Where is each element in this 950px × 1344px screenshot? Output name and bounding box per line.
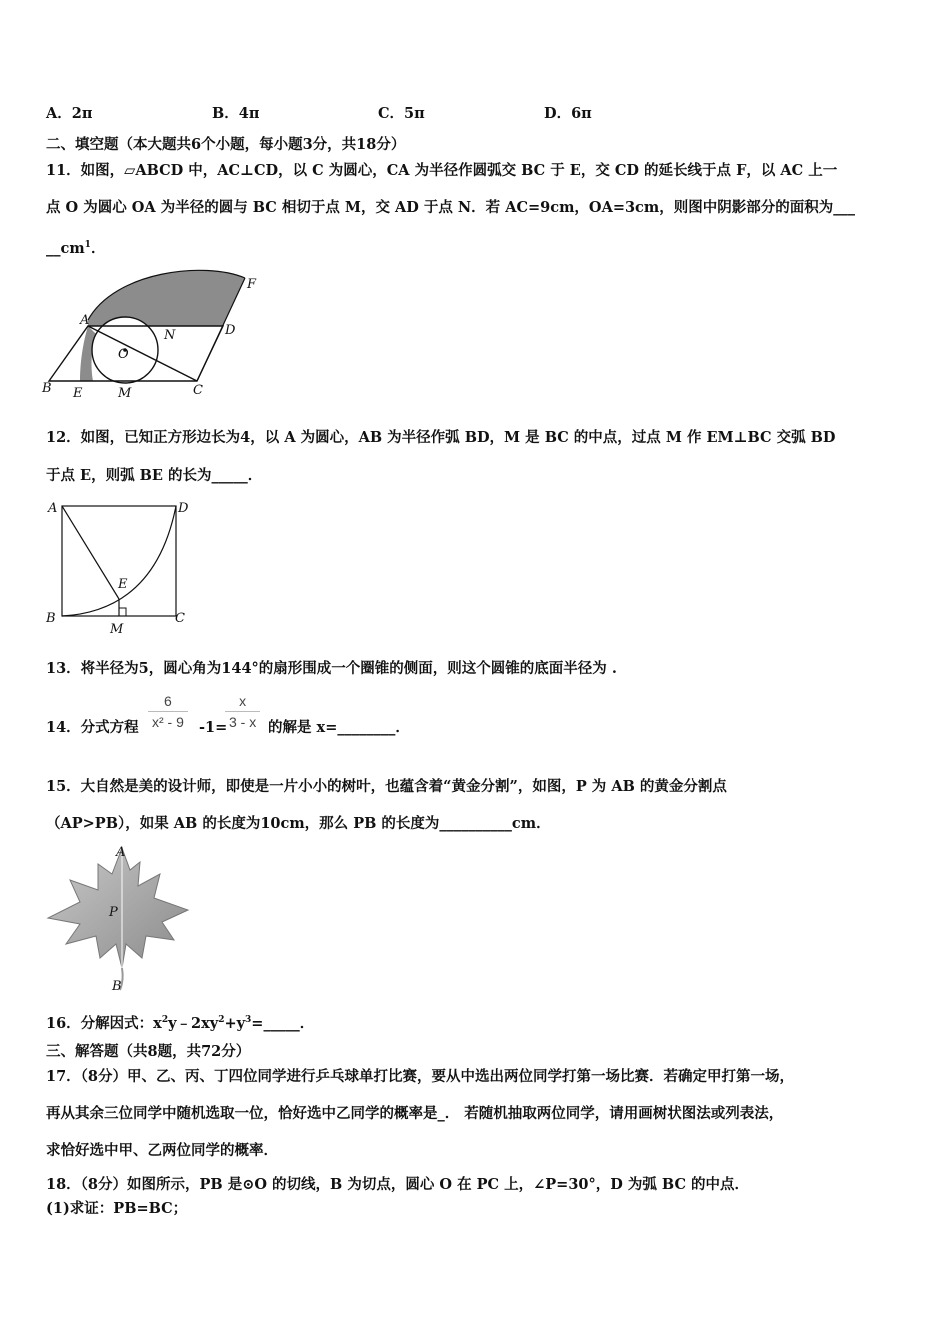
option-d: D．6π [544,105,592,122]
q11-label-m: M [118,386,132,401]
q16-text: 16．分解因式：$x^2y﹣2xy^2+y^3=\_\_\_\_\_$． [46,1014,315,1032]
q11-label-n: N [164,328,176,343]
q11-label-b: B [42,381,52,396]
q14-fraction-2: x 3 - x [225,693,260,730]
q17-line1: 17．（8分）甲、乙、丙、丁四位同学进行乒乓球单打比赛，要从中选出两位同学打第一场比赛．若确定甲打第一场， [46,1068,795,1085]
q12-label-b: B [46,611,56,626]
option-c: C．5π [378,105,425,122]
q12-label-m: M [110,622,124,636]
q15-line2: （AP>PB），如果 AB 的长度为10cm，那么 PB 的长度为__________cm． [46,815,551,832]
q17-line3: 求恰好选中甲、乙两位同学的概率． [46,1142,278,1159]
q14-suffix: 的解是 x=________． [268,719,410,736]
q11-label-f: F [247,277,257,292]
q11-line1: 11．如图，▱ABCD 中，AC⊥CD，以 C 为圆心，CA 为半径作圆弧交 BC 于 E，交 CD 的延长线于点 F，以 AC 上一 [46,162,838,179]
q15-leaf-shape [48,848,188,968]
q12-label-d: D [178,501,189,516]
q14-prefix: 14．分式方程 [46,719,139,736]
q11-figure [40,266,270,402]
q11-label-c: C [193,383,203,398]
section2-heading: 二、填空题（本大题共6个小题，每小题3分，共18分） [46,136,406,153]
q11-label-o: O [118,347,129,362]
q15-label-p: P [109,905,118,920]
q17-line2: 再从其余三位同学中随机选取一位，恰好选中乙同学的概率是_． 若随机抽取两位同学，请用画树状图法或列表法， [46,1105,784,1122]
q13-text: 13．将半径为5，圆心角为144°的扇形围成一个圈锥的侧面，则这个圆锥的底面半径为 . [46,660,617,677]
q14-mid: -1= [199,719,228,736]
q11-line3: $\_\_cm^1$． [46,239,106,257]
option-a: A．2π [46,105,93,122]
option-b: B．4π [212,105,260,122]
q12-right-angle [119,608,126,616]
q14-fraction-1: 6 x² - 9 [148,693,188,730]
q15-line1: 15．大自然是美的设计师，即使是一片小小的树叶，也蕴含着“黄金分割”，如图，P 为 AB 的黄金分割点 [46,778,727,795]
q12-figure [40,496,200,636]
q18-line2: (1)求证：PB=BC； [46,1200,188,1217]
q15-label-a: A [116,845,126,860]
q15-label-b: B [112,979,122,994]
section3-heading: 三、解答题（共8题，共72分） [46,1043,251,1060]
q11-label-a: A [80,313,90,328]
q11-shaded-sector [88,270,245,326]
q11-label-d: D [225,323,236,338]
q11-label-e: E [73,386,83,401]
q15-leaf-figure [42,840,202,1000]
q18-line1: 18．（8分）如图所示，PB 是⊙O 的切线，B 为切点，圆心 O 在 PC 上，∠P=30°，D 为弧 BC 的中点． [46,1176,750,1193]
q12-line2: 于点 E，则弧 BE 的长为_____． [46,467,263,484]
q12-label-c: C [175,611,185,626]
q11-line2: 点 O 为圆心 OA 为半径的圆与 BC 相切于点 M，交 AD 于点 N．若 AC=9cm，OA=3cm，则图中阴影部分的面积为___ [46,199,855,216]
q12-line-ae [62,506,119,599]
q12-label-a: A [48,501,58,516]
q12-line1: 12．如图，已知正方形边长为4，以 A 为圆心，AB 为半径作弧 BD，M 是 BC 的中点，过点 M 作 EM⊥BC 交弧 BD [46,429,836,446]
q12-label-e: E [118,577,128,592]
